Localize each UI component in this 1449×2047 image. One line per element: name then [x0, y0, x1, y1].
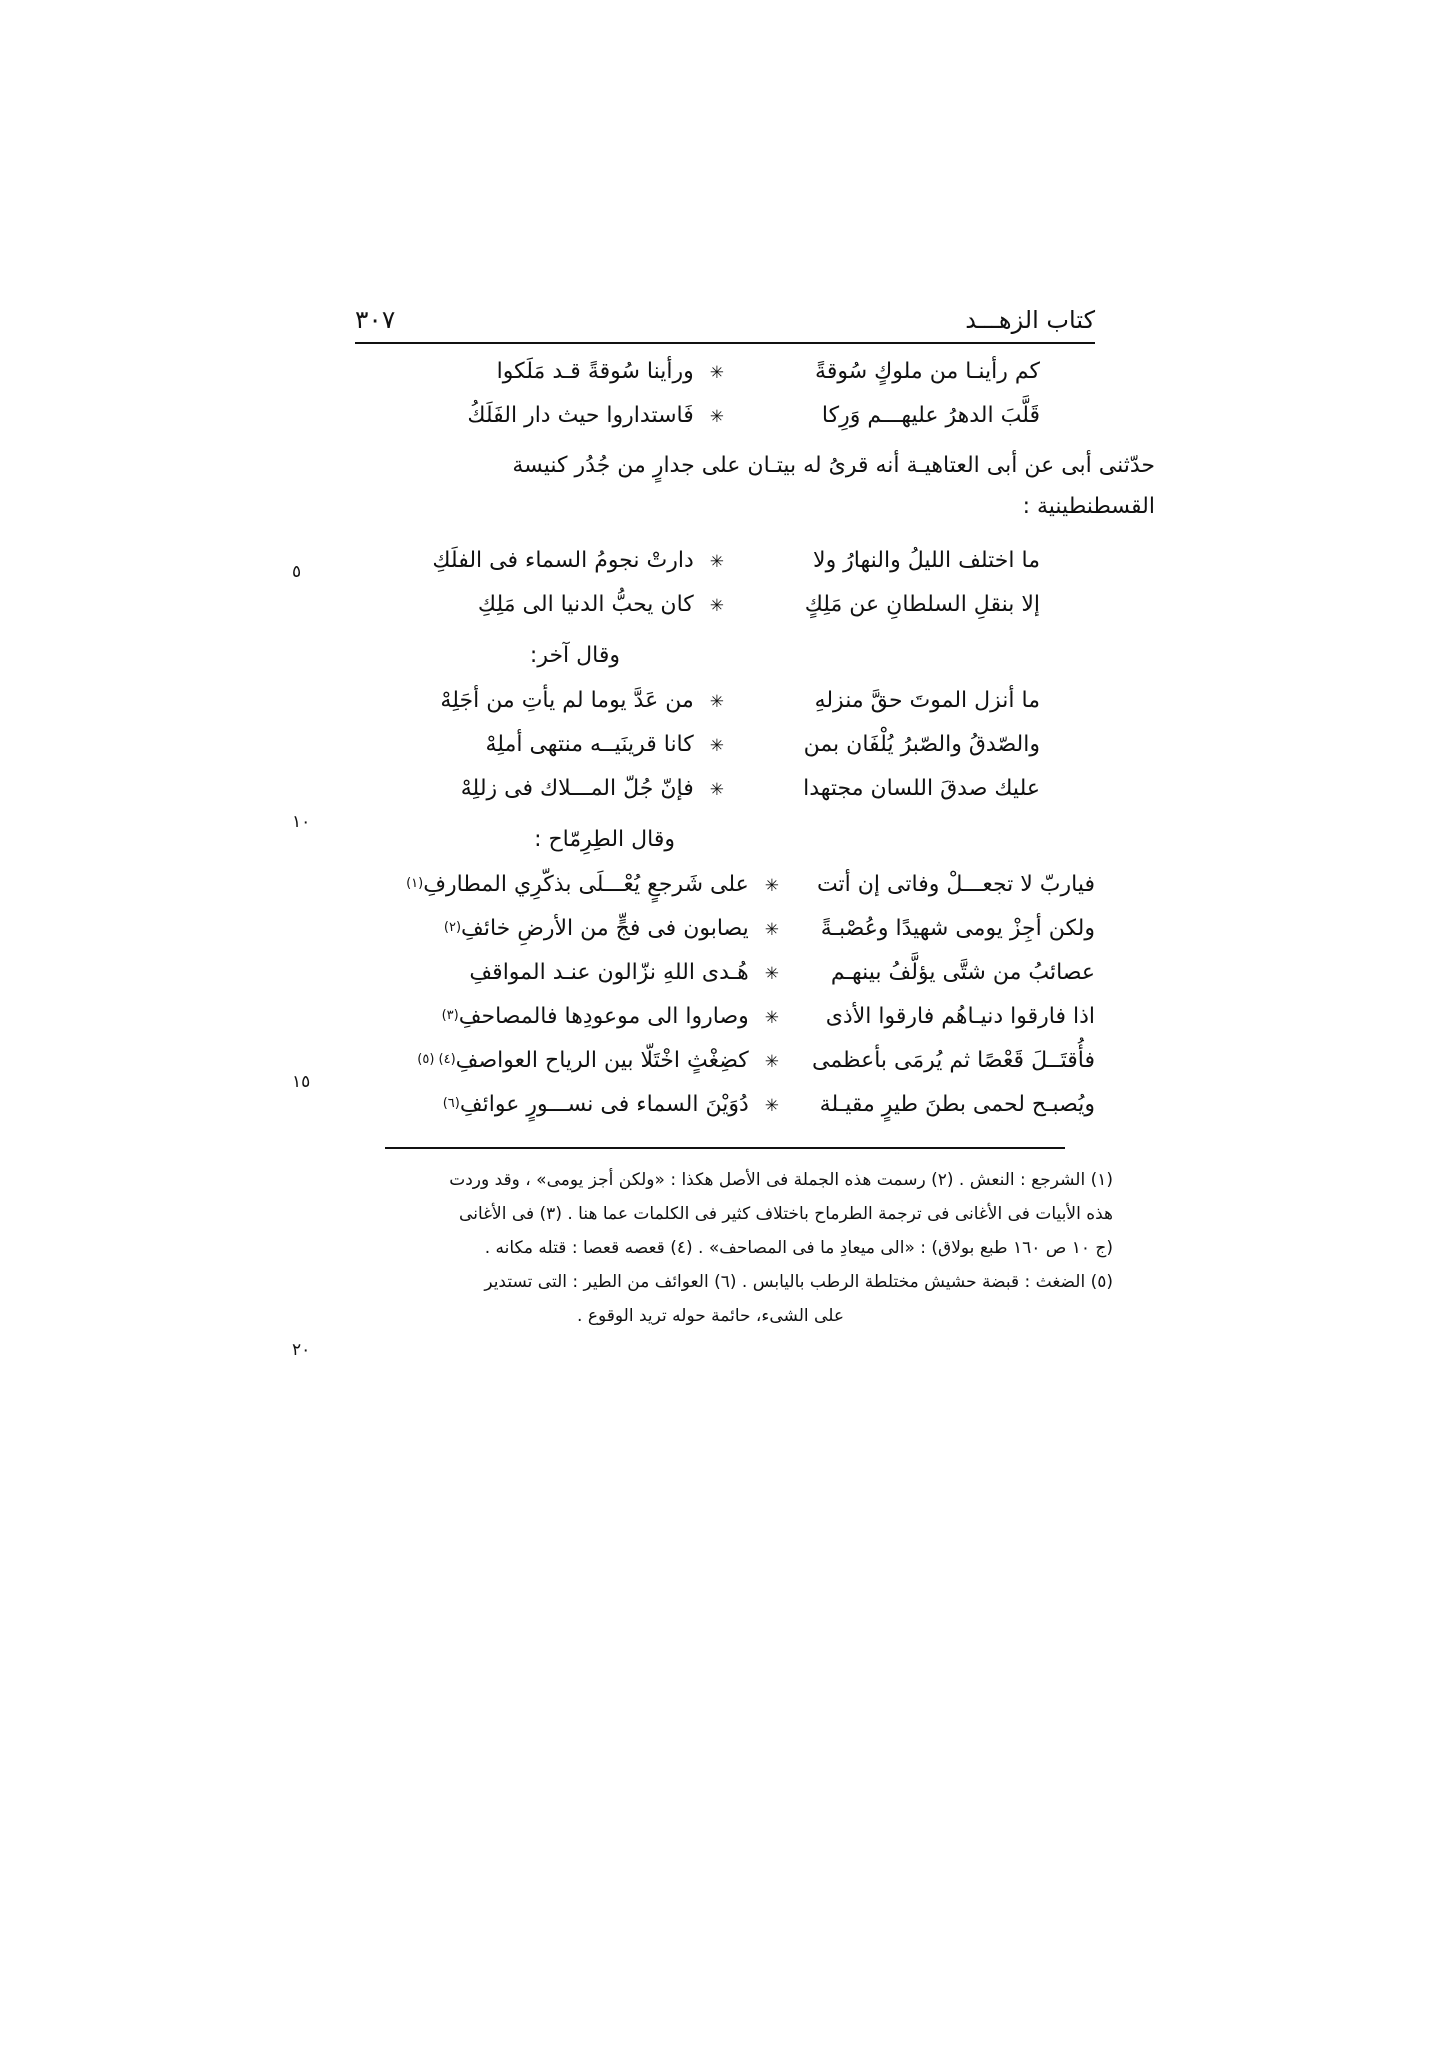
hemistich-second: دارتْ نجومُ السماء فى الفلَكِ [432, 548, 694, 574]
hemistich-second: وصاروا الى موعودِها فالمصاحفِ [458, 1004, 749, 1030]
verse-separator-icon: ✳ [709, 596, 724, 617]
verse-line [355, 912, 1095, 945]
footnote-divider [385, 1147, 1065, 1149]
hemistich-first: ما أنزل الموتَ حقَّ منزلهِ [814, 688, 1040, 714]
verse-line [355, 355, 1095, 388]
footnote-block [368, 1163, 1113, 1333]
hemistich-first: قَلَّبَ الدهرُ عليهـــم وَرِكا [821, 403, 1040, 428]
verse-line [355, 728, 1095, 761]
verse-line [355, 1000, 1095, 1033]
hemistich-first: اذا فارقوا دنيـاهُم فارقوا الأذى [825, 1004, 1095, 1030]
verse-separator-icon: ✳ [764, 1096, 779, 1117]
attribution-line: وقال الطِرِمّاح : [534, 827, 675, 853]
hemistich-second: فإنّ جُلّ المـــلاك فى زللِهْ [460, 776, 694, 802]
verse-separator-icon: ✳ [709, 407, 724, 427]
marginal-line-number: ١٥ [292, 1072, 311, 1092]
footnote-marker: (٤) (٥) [417, 1052, 456, 1068]
attribution-line: وقال آخر: [529, 643, 620, 669]
hemistich-second: على شَرجعٍ يُعْـــلَى بذكّرِي المطارفِ [423, 872, 749, 898]
verse-line [355, 684, 1095, 717]
verse-separator-icon: ✳ [764, 876, 779, 897]
hemistich-second: كان يحبُّ الدنيا الى مَلِكِ [477, 592, 694, 618]
hemistich-second: كانا قرينَيــه منتهى أملِهْ [485, 732, 694, 758]
book-title: كتاب الزهـــد [965, 306, 1095, 334]
verse-separator-icon: ✳ [764, 920, 779, 941]
hemistich-second: كضِغْثٍ اخْتَلّا بين الرياح العواصفِ [455, 1048, 749, 1074]
hemistich-second: يصابون فى فجٍّ من الأرضِ خائفِ [461, 916, 749, 942]
footnote-marker: (٣) [441, 1008, 459, 1024]
hemistich-second: من عَدَّ يوما لم يأتِ من أجَلِهْ [440, 688, 694, 714]
footnote-line: على الشىء، حائمة حوله تريد الوقوع . [577, 1306, 844, 1327]
verse-separator-icon: ✳ [709, 736, 724, 757]
hemistich-first: فأُقتَــلَ قَعْصًا ثم يُرمَى بأعظمى [811, 1048, 1095, 1074]
hemistich-first: عصائبُ من شتَّى يؤلَّفُ بينهـم [830, 960, 1095, 986]
verse-separator-icon: ✳ [709, 552, 724, 573]
hemistich-second: ورأينا سُوقةً قـد مَلَكوا [496, 359, 694, 384]
footnote-marker: (٦) [442, 1096, 460, 1112]
hemistich-second: دُوَيْنَ السماء فى نســـورٍ عوائفِ [459, 1092, 749, 1118]
verse-line [355, 868, 1095, 901]
footnote-marker: (٢) [443, 920, 462, 936]
verse-line [355, 544, 1095, 577]
marginal-line-number: ٥ [292, 562, 302, 582]
page-content [355, 290, 1155, 1333]
verse-line [355, 399, 1095, 432]
verse-separator-icon: ✳ [764, 1052, 779, 1073]
marginal-line-number: ١٠ [292, 812, 311, 832]
hemistich-second: فَاستداروا حيث دار الفَلَكُ [467, 403, 694, 428]
page-number: ٣٠٧ [355, 305, 396, 334]
hemistich-first: ويُصبـح لحمى بطنَ طيرٍ مقيـلة [819, 1092, 1095, 1118]
footnote-line: (١) الشرجع : النعش . (٢) رسمت هذه الجملة فى الأصل هكذا : «ولكن أجز يومى» ، وقد وردت [449, 1170, 1113, 1191]
verse-separator-icon: ✳ [764, 964, 779, 985]
hemistich-first: فياربّ لا تجعـــلْ وفاتى إن أتت [816, 872, 1095, 898]
footnote-marker: (١) [406, 876, 424, 892]
hemistich-first: ما اختلف الليلُ والنهارُ ولا [813, 548, 1040, 574]
footnote-line: هذه الأبيات فى الأغانى فى ترجمة الطرماح باختلاف كثير فى الكلمات عما هنا . (٣) فى الأغانى [459, 1204, 1113, 1225]
prose-paragraph: حدّثنى أبى عن أبى العتاهيـة أنه قرىُ له بيتـان على جدارٍ من جُدُر كنيسة [512, 453, 1155, 478]
verse-separator-icon: ✳ [709, 363, 724, 383]
footnote-line: (ج ١٠ ص ١٦٠ طبع بولاق) : «الى ميعادِ ما فى المصاحف» . (٤) قعصه قعصا : قتله مكانه . [484, 1238, 1113, 1259]
hemistich-first: ولكن أجِزْ يومى شهيدًا وعُصْبـةً [820, 916, 1095, 942]
footnote-line: (٥) الضغث : قبضة حشيش مختلطة الرطب باليابس . (٦) العوائف من الطير : التى تستدير [484, 1272, 1113, 1293]
verse-separator-icon: ✳ [709, 692, 724, 713]
verse-line [355, 588, 1095, 621]
hemistich-second: هُـدى اللهِ نزّالون عنـد المواقفِ [469, 960, 749, 986]
verse-separator-icon: ✳ [764, 1008, 779, 1029]
verse-line [355, 772, 1095, 805]
prose-paragraph-continued: القسطنطينية : [1022, 494, 1155, 520]
verse-line [355, 956, 1095, 989]
verse-line [355, 1088, 1095, 1121]
running-header [355, 290, 1095, 336]
verse-separator-icon: ✳ [709, 780, 724, 801]
header-divider [355, 342, 1095, 344]
marginal-line-number: ٢٠ [292, 1340, 311, 1360]
hemistich-first: عليك صدقَ اللسان مجتهدا [803, 776, 1040, 802]
hemistich-first: إلا بنقلِ السلطانِ عن مَلِكٍ [804, 592, 1040, 618]
verse-line [355, 1044, 1095, 1077]
hemistich-first: والصّدقُ والصّبرُ يُلْفَان بمن [803, 732, 1040, 758]
hemistich-first: كم رأينـا من ملوكٍ سُوقةً [815, 359, 1040, 384]
